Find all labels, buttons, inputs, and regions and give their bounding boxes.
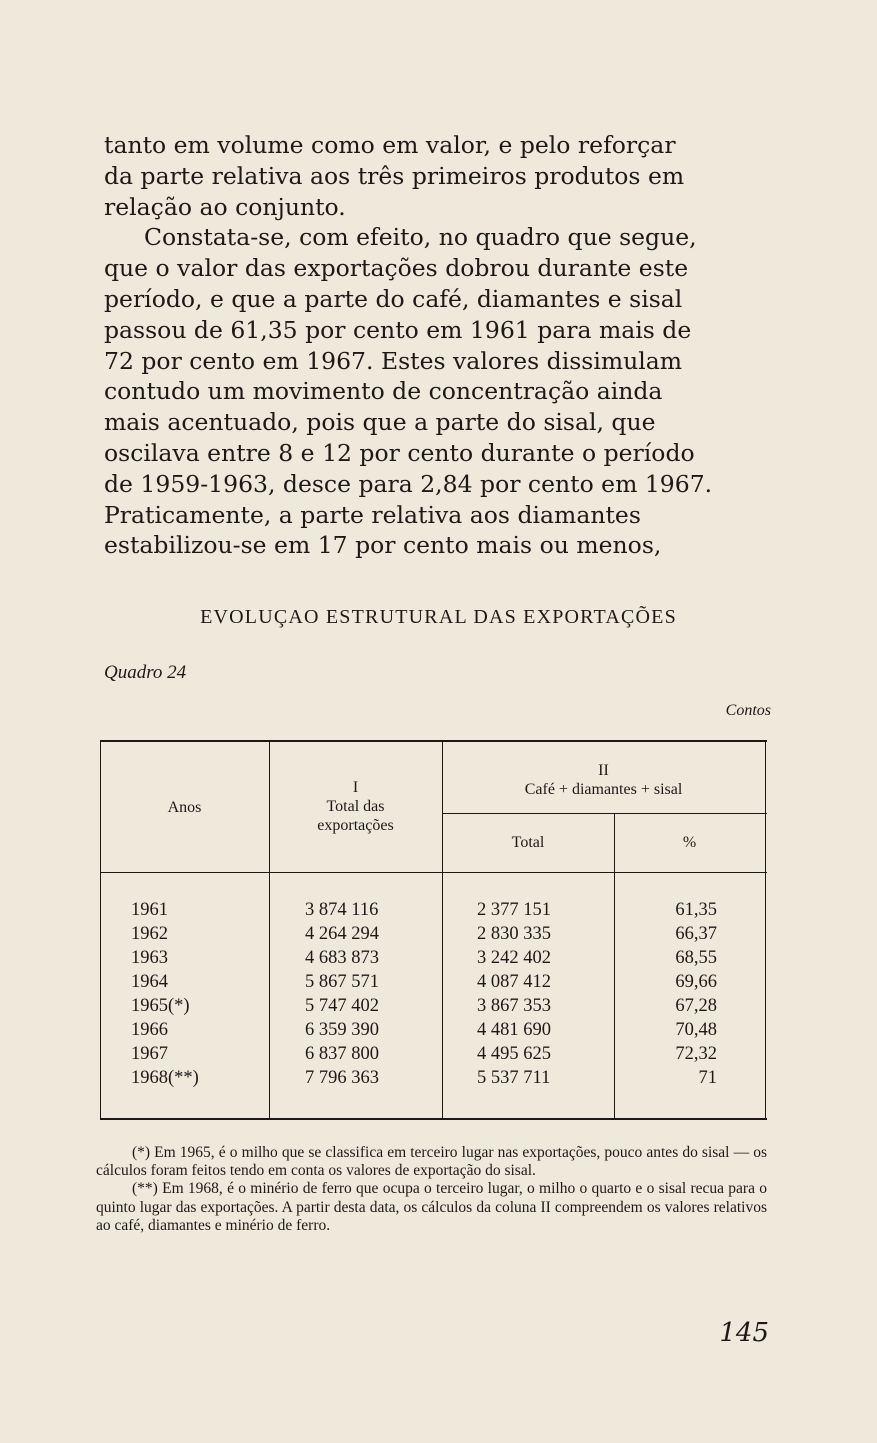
units-label: Contos bbox=[725, 702, 771, 719]
table-bottom-rule bbox=[100, 1118, 767, 1120]
cell-percent: 70,48 bbox=[675, 1020, 717, 1040]
body-line: período, e que a parte do café, diamantes e sisal bbox=[104, 284, 683, 313]
body-line: tanto em volume como em valor, e pelo reforçar bbox=[104, 131, 676, 159]
cell-total: 4 264 294 bbox=[305, 924, 379, 944]
body-line: relação ao conjunto. bbox=[104, 192, 346, 221]
cell-total: 6 359 390 bbox=[305, 1020, 379, 1040]
table-label: Quadro 24 bbox=[104, 662, 187, 683]
header-col1-line2: exportações bbox=[317, 817, 394, 834]
table-row bbox=[100, 1066, 767, 1090]
cell-year: 1966 bbox=[131, 1020, 168, 1040]
cell-percent: 71 bbox=[698, 1068, 717, 1088]
table-row bbox=[100, 970, 767, 994]
footnote-1: (*) Em 1965, é o milho que se classifica em terceiro lugar nas exportações, pouco antes do sisal — os cálculos foram feitos tendo em conta os valores de exportação do sisal. bbox=[96, 1144, 767, 1180]
table-subheader-rule bbox=[443, 813, 767, 814]
cell-year: 1965(*) bbox=[131, 996, 190, 1016]
body-text bbox=[104, 130, 772, 561]
header-col2-title: Café + diamantes + sisal bbox=[524, 781, 683, 798]
body-line: contudo um movimento de concentração ainda bbox=[104, 377, 663, 406]
cell-year: 1967 bbox=[131, 1044, 168, 1064]
header-col1-line1: Total das bbox=[326, 798, 385, 815]
header-col2-number: II bbox=[598, 762, 609, 779]
body-line: de 1959-1963, desce para 2,84 por cento em 1967. bbox=[104, 469, 713, 498]
table-top-rule bbox=[100, 740, 767, 742]
header-col2-percent: % bbox=[682, 834, 697, 851]
cell-total: 5 747 402 bbox=[305, 996, 379, 1016]
table-title: EVOLUÇAO ESTRUTURAL DAS EXPORTAÇÕES bbox=[200, 606, 677, 628]
cell-total: 7 796 363 bbox=[305, 1068, 379, 1088]
table-row bbox=[100, 946, 767, 970]
cell-percent: 67,28 bbox=[675, 996, 717, 1016]
cell-year: 1962 bbox=[131, 924, 168, 944]
cell-total: 4 683 873 bbox=[305, 948, 379, 968]
footnotes bbox=[96, 1144, 767, 1235]
exports-table bbox=[100, 740, 767, 1120]
table-row bbox=[100, 1042, 767, 1066]
header-col2-total: Total bbox=[511, 834, 545, 851]
cell-year: 1963 bbox=[131, 948, 168, 968]
cell-percent: 72,32 bbox=[675, 1044, 717, 1064]
cell-ii-total: 2 377 151 bbox=[477, 900, 551, 920]
body-line: da parte relativa aos três primeiros produtos em bbox=[104, 161, 685, 190]
body-line: mais acentuado, pois que a parte do sisal, que bbox=[104, 408, 656, 437]
cell-total: 5 867 571 bbox=[305, 972, 379, 992]
cell-total: 3 874 116 bbox=[305, 900, 379, 920]
body-line: oscilava entre 8 e 12 por cento durante o período bbox=[104, 438, 695, 467]
cell-year: 1961 bbox=[131, 900, 168, 920]
cell-percent: 68,55 bbox=[675, 948, 717, 968]
cell-ii-total: 4 495 625 bbox=[477, 1044, 551, 1064]
table-row bbox=[100, 922, 767, 946]
cell-ii-total: 4 087 412 bbox=[477, 972, 551, 992]
table-row bbox=[100, 994, 767, 1018]
cell-year: 1968(**) bbox=[131, 1068, 199, 1088]
cell-ii-total: 3 867 353 bbox=[477, 996, 551, 1016]
footnote-2: (**) Em 1968, é o minério de ferro que ocupa o terceiro lugar, o milho o quarto e o sisal recua para o quinto lugar das exportações. A partir desta data, os cálculos da coluna II compreendem os valores relativos ao café, diamantes e minério de ferro. bbox=[96, 1180, 767, 1234]
cell-ii-total: 2 830 335 bbox=[477, 924, 551, 944]
body-line: Praticamente, a parte relativa aos diamantes bbox=[104, 500, 641, 529]
cell-total: 6 837 800 bbox=[305, 1044, 379, 1064]
header-col1-number: I bbox=[352, 779, 359, 796]
body-line: que o valor das exportações dobrou durante este bbox=[104, 254, 689, 283]
cell-percent: 69,66 bbox=[675, 972, 717, 992]
cell-percent: 66,37 bbox=[675, 924, 717, 944]
table-row bbox=[100, 1018, 767, 1042]
cell-year: 1964 bbox=[131, 972, 168, 992]
body-line: estabilizou-se em 17 por cento mais ou menos, bbox=[104, 531, 662, 560]
table-header-rule bbox=[100, 872, 767, 873]
header-years: Anos bbox=[167, 799, 202, 816]
table-row bbox=[100, 898, 767, 922]
cell-percent: 61,35 bbox=[675, 900, 717, 920]
page-number: 145 bbox=[719, 1318, 769, 1348]
body-line: passou de 61,35 por cento em 1961 para mais de bbox=[104, 315, 692, 344]
body-line: 72 por cento em 1967. Estes valores dissimulam bbox=[104, 346, 683, 375]
cell-ii-total: 3 242 402 bbox=[477, 948, 551, 968]
body-line: Constata-se, com efeito, no quadro que segue, bbox=[144, 223, 697, 252]
cell-ii-total: 4 481 690 bbox=[477, 1020, 551, 1040]
cell-ii-total: 5 537 711 bbox=[477, 1068, 551, 1088]
